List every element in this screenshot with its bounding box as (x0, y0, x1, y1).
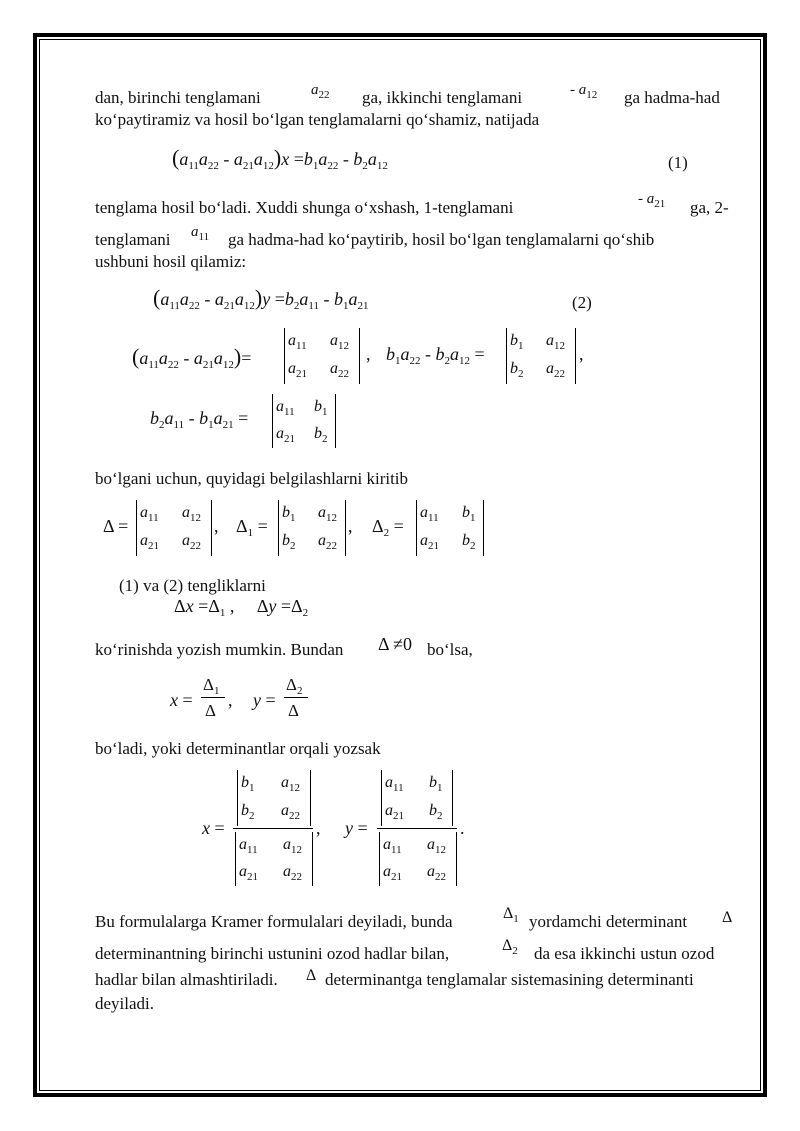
equation-2: $(a_{11}a_{22} - a_{21}a_{12})y =b_2a_{11} - b_1a_{21}$ (153, 285, 369, 312)
p6: bo‘ladi, yoki determinantlar orqali yozsak (95, 739, 381, 758)
math-a11: $a_{11}$ (191, 224, 210, 243)
p7-line2-a: determinantning birinchi ustunini ozod hadlar bilan, (95, 944, 450, 963)
p7-line3-a: hadlar bilan almashtiriladi. (95, 970, 278, 989)
cramer-x-denominator: $a_{11}$ $a_{12}$ $a_{21}$ $a_{22}$ (235, 832, 313, 886)
frac-x-line (201, 697, 225, 698)
determinant-delta: $a_{11}$ $a_{12}$ $a_{21}$ $a_{22}$ (136, 500, 212, 556)
p1-line1-b: ga, ikkinchi tenglamani (362, 88, 523, 107)
determinant-delta2: $a_{11}$ $b_1$ $a_{21}$ $b_2$ (416, 500, 484, 556)
equation-1-number: (1) (668, 153, 688, 172)
p4: (1) va (2) tengliklarni (119, 576, 266, 595)
equation-2-number: (2) (572, 293, 592, 312)
cramer-x-numerator: $b_1$ $a_{12}$ $b_2$ $a_{22}$ (237, 770, 311, 826)
equation-1: $(a_{11}a_{22} - a_{21}a_{12})x =b_1a_{22} - b_2a_{12}$ (172, 145, 388, 172)
determinant-a: $a_{11}$ $a_{12}$ $a_{21}$ $a_{22}$ (284, 328, 360, 384)
p7-line2-b: da esa ikkinchi ustun ozod (534, 944, 715, 963)
cramer-y-denominator: $a_{11}$ $a_{12}$ $a_{21}$ $a_{22}$ (379, 832, 457, 886)
frac-y-den: Δ (288, 701, 299, 720)
p1-line2: ko‘paytiramiz va hosil bo‘lgan tenglamalarni qo‘shamiz, natijada (95, 110, 540, 129)
x-equals: x = (170, 690, 193, 710)
delta1-def-label: $\Delta_1$ = (236, 516, 268, 539)
p7-line1-a: Bu formulalarga Kramer formulalari deyiladi, bunda (95, 912, 453, 931)
math-delta2: $\Delta_2$ (502, 937, 518, 957)
delta2-def-label: $\Delta_2$ = (372, 516, 404, 539)
cramer-x-equals: x = (202, 818, 225, 838)
math-delta-a: Δ (722, 909, 733, 926)
expr-b2a11-b1a21: $b_2a_{11} - b_1a_{21}$ = (150, 408, 249, 431)
comma-3: , (214, 516, 219, 536)
math-delta-nonzero: Δ ≠0 (378, 634, 412, 654)
expr-b1a22-b2a12: $b_1a_{22} - b_2a_{12}$ = (386, 344, 485, 367)
p3: bo‘lgani uchun, quyidagi belgilashlarni kiritib (95, 469, 409, 488)
cramer-y-equals: y = (345, 818, 368, 838)
comma-4: , (348, 516, 353, 536)
math-delta1: $\Delta_1$ (503, 905, 519, 925)
period-1: . (460, 818, 465, 838)
frac-y-num: $\Delta_2$ (286, 675, 303, 697)
p7-line3-b: determinantga tenglamalar sistemasining determinanti (325, 970, 694, 989)
comma-2: , (579, 344, 584, 364)
determinant-b-a: $b_1$ $a_{12}$ $b_2$ $a_{22}$ (506, 328, 576, 384)
delta-def-label: Δ = (103, 516, 129, 536)
math-minus-a12: - $a_{12}$ (570, 82, 598, 101)
frac-x-num: $\Delta_1$ (203, 675, 220, 697)
cramer-x-fraction-line (233, 828, 313, 829)
p2-line1-a: tenglama hosil bo‘ladi. Xuddi shunga o‘xshash, 1-tenglamani (95, 198, 514, 217)
frac-x-den: Δ (205, 701, 216, 720)
p5-b: bo‘lsa, (427, 640, 473, 659)
determinant-a-b: $a_{11}$ $b_1$ $a_{21}$ $b_2$ (272, 394, 336, 448)
cramer-y-numerator: $a_{11}$ $b_1$ $a_{21}$ $b_2$ (381, 770, 453, 826)
cramer-system: $\Delta x =\Delta_1$ , $\Delta y =\Delta_2$ (174, 596, 309, 619)
expr-ll-det: $(a_{11}a_{22} - a_{21}a_{12})=$ (132, 344, 252, 371)
p7-line1-b: yordamchi determinant (529, 912, 688, 931)
p2-line2-a: tenglamani (95, 230, 171, 249)
determinant-delta1: $b_1$ $a_{12}$ $b_2$ $a_{22}$ (278, 500, 346, 556)
y-equals: y = (253, 690, 276, 710)
math-delta-b: Δ (306, 967, 317, 984)
comma-1: , (366, 344, 371, 364)
p1-line1-c: ga hadma-had (624, 88, 720, 107)
p2-line3: ushbuni hosil qilamiz: (95, 252, 247, 271)
p1-line1-a: dan, birinchi tenglamani (95, 88, 261, 107)
comma-6: , (316, 818, 321, 838)
cramer-y-fraction-line (377, 828, 457, 829)
p2-line2-b: ga hadma-had ko‘paytirib, hosil bo‘lgan tenglamalarni qo‘shib (228, 230, 655, 249)
math-a22: $a_{22}$ (311, 82, 330, 101)
comma-5: , (228, 690, 233, 710)
p2-line1-b: ga, 2- (690, 198, 729, 217)
frac-y-line (284, 697, 308, 698)
math-minus-a21: - $a_{21}$ (638, 191, 666, 210)
p5-a: ko‘rinishda yozish mumkin. Bundan (95, 640, 344, 659)
p7-line4: deyiladi. (95, 994, 155, 1013)
